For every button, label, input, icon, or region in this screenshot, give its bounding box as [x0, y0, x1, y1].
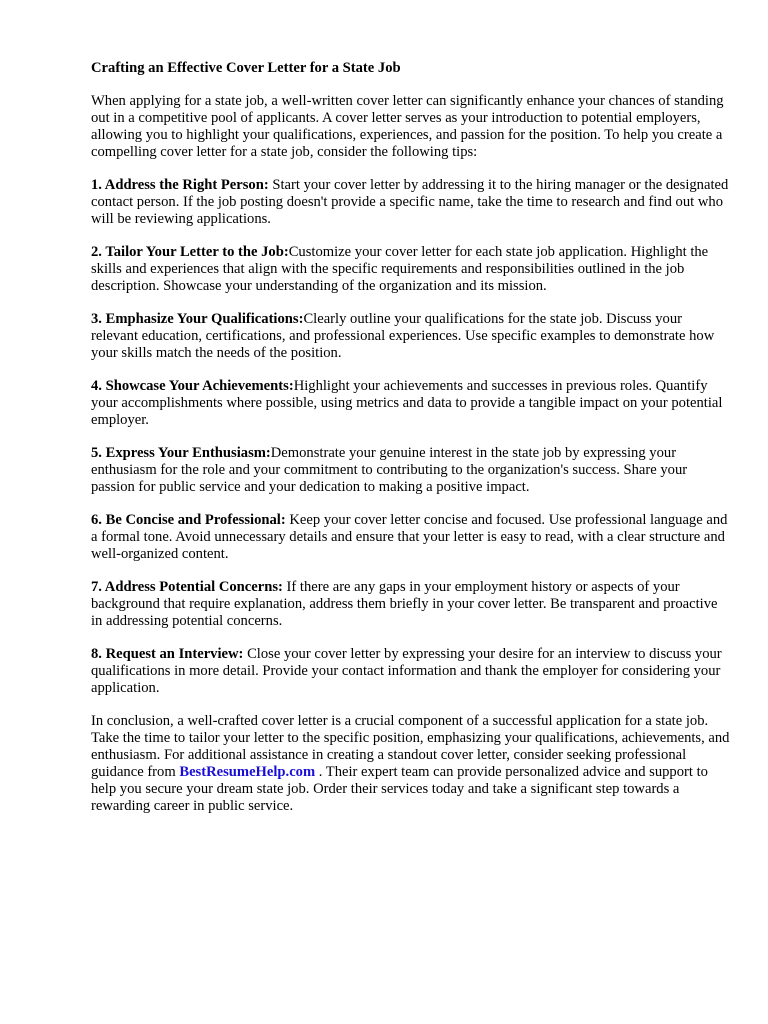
tip-2: [91, 244, 731, 295]
document-page: [91, 60, 731, 831]
tip-3-body: Clearly outline your qualifications for the state job. Discuss your relevant education, certifications, and professional experiences. Use specific examples to demonstrate how your skills match the needs of the position.: [91, 311, 715, 361]
tip-4: [91, 378, 731, 429]
tip-6-heading: 6. Be Concise and Professional:: [91, 512, 286, 528]
tip-5-heading: 5. Express Your Enthusiasm:: [91, 445, 271, 461]
tip-3: [91, 311, 731, 362]
tip-1-heading: 1. Address the Right Person:: [91, 177, 269, 193]
tip-7: [91, 579, 731, 630]
bestresumehelp-link[interactable]: BestResumeHelp.com: [179, 764, 316, 780]
conclusion-text-before-link: In conclusion, a well-crafted cover letter is a crucial component of a successful application for a state job. Take the time to tailor your letter to the specific position, emphasizing your qualifications, achievements, and enthusiasm. For additional assistance in creating a standout cover letter, consider seeking professional guidance from: [91, 713, 730, 780]
tip-4-body: Highlight your achievements and successes in previous roles. Quantify your accomplishments where possible, using metrics and data to provide a tangible impact on your potential employer.: [91, 378, 723, 428]
tip-8: [91, 646, 731, 697]
tip-2-heading: 2. Tailor Your Letter to the Job:: [91, 244, 289, 260]
tip-3-heading: 3. Emphasize Your Qualifications:: [91, 311, 304, 327]
tip-1-body: Start your cover letter by addressing it to the hiring manager or the designated contact person. If the job posting doesn't provide a specific name, take the time to research and find out who will be reviewing applications.: [91, 177, 729, 227]
tip-8-heading: 8. Request an Interview:: [91, 646, 244, 662]
intro-paragraph: When applying for a state job, a well-written cover letter can significantly enhance your chances of standing out in a competitive pool of applicants. A cover letter serves as your introduction to potential employers, allowing you to highlight your qualifications, experiences, and passion for the position. To help you create a compelling cover letter for a state job, consider the following tips:: [91, 93, 724, 160]
tip-2-body: Customize your cover letter for each state job application. Highlight the skills and experiences that align with the specific requirements and responsibilities outlined in the job description. Showcase your understanding of the organization and its mission.: [91, 244, 709, 294]
tip-5: [91, 445, 731, 496]
conclusion-paragraph: [91, 713, 731, 815]
tip-1: [91, 177, 731, 228]
conclusion-text-after-link: . Their expert team can provide personalized advice and support to help you secure your dream state job. Order their services today and take a significant step towards a rewarding career in public service.: [91, 764, 708, 814]
tip-6: [91, 512, 731, 563]
tip-5-body: Demonstrate your genuine interest in the state job by expressing your enthusiasm for the role and your commitment to contributing to the organization's success. Share your passion for public service and your dedication to making a positive impact.: [91, 445, 688, 495]
tip-8-body: Close your cover letter by expressing your desire for an interview to discuss your qualifications in more detail. Provide your contact information and thank the employer for considering your application.: [91, 646, 722, 696]
tip-7-heading: 7. Address Potential Concerns:: [91, 579, 283, 595]
document-title: Crafting an Effective Cover Letter for a State Job: [91, 60, 401, 76]
tip-7-body: If there are any gaps in your employment history or aspects of your background that require explanation, address them briefly in your cover letter. Be transparent and proactive in addressing potential concerns.: [91, 579, 718, 629]
tip-4-heading: 4. Showcase Your Achievements:: [91, 378, 294, 394]
tip-6-body: Keep your cover letter concise and focused. Use professional language and a formal tone. Avoid unnecessary details and ensure that your letter is easy to read, with a clear structure and well-organized content.: [91, 512, 728, 562]
